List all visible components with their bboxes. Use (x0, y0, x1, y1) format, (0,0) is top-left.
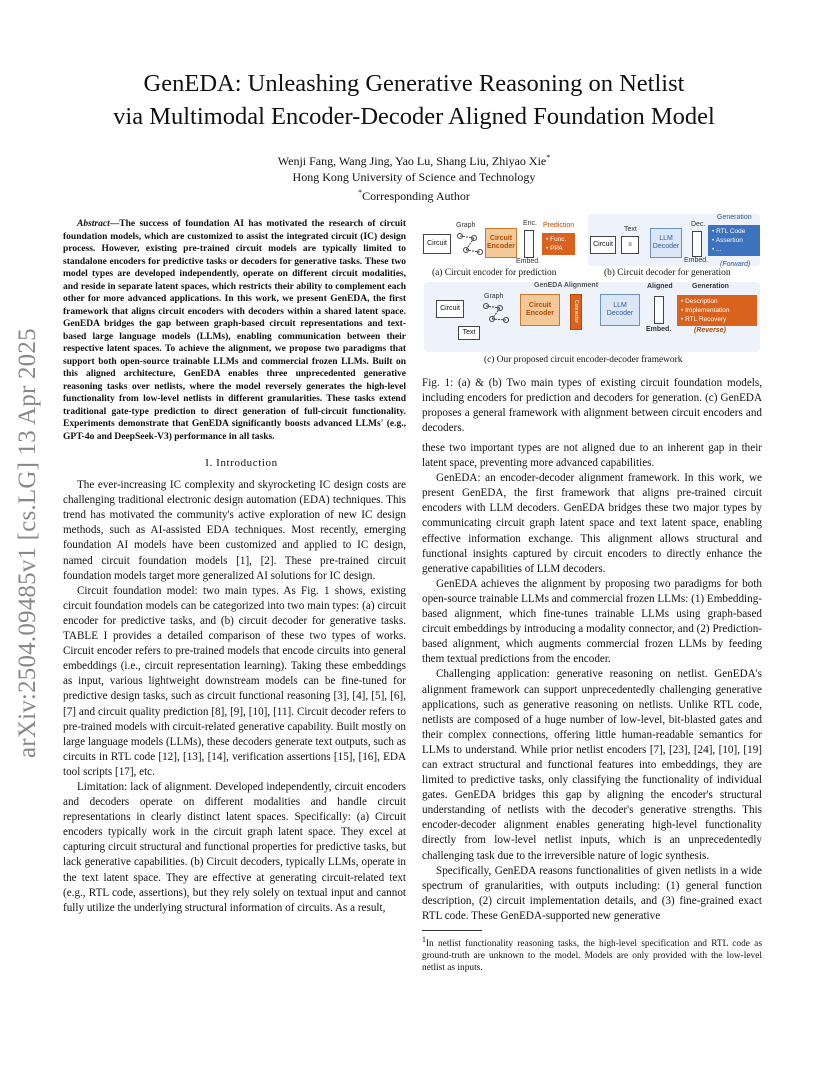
fig-b-llm-decoder: LLM Decoder (650, 228, 682, 258)
fig-c-generation-list: • Description • Implementation • RTL Recovery (677, 295, 757, 326)
arxiv-side-label: arXiv:2504.09485v1 [cs.LG] 13 Apr 2025 (14, 328, 41, 758)
fig-c-text-box: Text (458, 326, 480, 340)
footnote: $^1$In netlist functionality reasoning tasks, the high-level specification and RTL code as ground-truth are unknown to the model. Models are only provided with the low-level netlist as inputs. (422, 935, 762, 974)
fig-a-prediction-list: • Func. • PPA (542, 233, 575, 255)
right-para-2: GenEDA: an encoder-decoder alignment framework. In this work, we present GenEDA, the first framework that aligns pre-trained circuit encoders with LLM decoders. GenEDA bridges these two major types by communicating circuit graph latent space and text latent space, enabling effective information exchange. This alignment allows structural and functional insights captured by circuit encoders to directly enhance the generative capabilities of LLM decoders. (422, 472, 762, 575)
right-para-5: Specifically, GenEDA reasons functionalities of given netlists in a wide spectrum of granularities, with outputs including: (1) general function description, (2) circuit implementation details, and (3) fine-grained exact RTL code. These GenEDA-supported new generative (422, 864, 762, 922)
fig-c-reverse-label: (Reverse) (694, 327, 726, 334)
fig-b-dec-label: Dec. (691, 221, 706, 228)
fig-c-alignment-label: GenEDA Alignment (534, 282, 599, 289)
right-para-1: these two important types are not aligned due to an inherent gap in their latent space, preventing more advanced capabilities. (422, 442, 762, 470)
right-para-3: GenEDA achieves the alignment by proposing two paradigms for both open-source trainable LLMs and commercial frozen LLMs: (1) Embedding-based alignment, which fine-tunes trainable LLMs using graph-based circuit embeddings by introducing a modality connector, and (2) Prediction-based alignment, which augments commercial frozen LLMs by feeding them textual predictions from the encoder. (422, 577, 762, 666)
fig-a-circuit-encoder: Circuit Encoder (485, 228, 517, 258)
fig-b-circuit-box: Circuit (590, 236, 616, 254)
fig-c-llm-decoder: LLM Decoder (600, 294, 640, 326)
affiliation: Hong Kong University of Science and Technology (292, 170, 536, 184)
fig-b-generation-list: • RTL Code • Assertion • ... (708, 225, 760, 256)
author-names: Wenji Fang, Wang Jing, Yao Lu, Shang Liu, Zhiyao Xie (277, 154, 547, 168)
section-intro-heading: I. Introduction (205, 457, 278, 469)
fig-c-generation-label: Generation (692, 283, 729, 290)
fig-a-graph-label: Graph (456, 222, 476, 229)
abstract: Abstract—The success of foundation AI has motivated the research of circuit foundation models, which are customized to assist the integrated circuit (IC) design process. However, existing pre-trained circuit models are typically limited to standalone encoders for predictive tasks or decoders for generative tasks. These two model types are developed independently, operate on different circuit modalities, and reside in separate latent spaces, which restricts their ability to complement each other for more advanced applications. In this work, we present GenEDA, the first framework that aligns circuit encoders with decoders within a shared latent space. GenEDA bridges the gap between graph-based circuit representations and text-based large language models (LLMs), enabling communication between their respective latent spaces. To achieve the alignment, we propose two paradigms that support both open-source trainable LLMs and commercial frozen LLMs. Built on this aligned architecture, GenEDA enables three unprecedented generative reasoning tasks over netlists, where the model reversely generates the high-level functionality from low-level netlists in different granularities. These tasks extend traditional gate-type prediction to direct generation of full-circuit functionality. Experiments demonstrate that GenEDA significantly boosts advanced LLMs' (e.g., GPT-4o and DeepSeek-V3) performance in all tasks. (63, 219, 406, 442)
fig-b-embed-label: Embed. (684, 257, 709, 264)
intro-para-1: The ever-increasing IC complexity and skyrocketing IC design costs are challenging traditional electronic design automation (EDA) techniques. This trend has motivated the community's active exploration of new IC design methods, such as AI-assisted EDA techniques. Most recently, emerging foundation AI models have been customized and applied to IC design, named circuit foundation models [1], [2]. These pre-trained circuit foundation models target more generalized AI solutions for IC design. (63, 479, 406, 582)
fig-a-circuit-box: Circuit (423, 234, 451, 254)
fig-c-aligned-label: Aligned (647, 283, 673, 290)
fig-a-embed-stack (524, 230, 534, 258)
fig-a-prediction-label: Prediction (543, 222, 575, 229)
fig-b-text-icon: ≡ (621, 236, 639, 254)
fig-a-embed-label: Embed. (516, 258, 541, 265)
right-para-4: Challenging application: generative reasoning on netlist. GenEDA's alignment framework can support unprecedentedly challenging generative applications, such as generative reasoning on netlists. Unlike RTL code, netlists are composed of a huge number of low-level, bit-blasted gates and their complex connections, offering little human-readable semantics for LLMs to understand. While prior netlist encoders [7], [23], [24], [10], [19] can extract structural and functional features into embeddings, they are limited to predictive tasks, only classifying the functionality of individual gates. GenEDA bridges this gap by aligning the encoder's structural understanding of netlists with the decoder's generative strengths. This encoder-decoder alignment enables generating high-level functionality directly from low-level netlist inputs, which is an unprecedentedly challenging task due to the irreversible nature of logic synthesis. (422, 668, 762, 862)
footnote-rule (422, 930, 482, 931)
authors-block: Wenji Fang, Wang Jing, Yao Lu, Shang Liu, Zhiyao Xie* Hong Kong University of Science and Technology *Corresponding Author (0, 150, 828, 204)
fig-c-circuit-box: Circuit (436, 300, 464, 318)
left-column (63, 218, 406, 916)
fig-b-text-label: Text (624, 226, 637, 233)
fig-c-connector: Connector (570, 294, 582, 330)
fig-a-enc-label: Enc. (523, 220, 538, 227)
paper-title-line1: GenEDA: Unleashing Generative Reasoning on Netlist (143, 70, 685, 97)
paper-title-line2: via Multimodal Encoder-Decoder Aligned Foundation Model (113, 103, 715, 130)
intro-para-2: Circuit foundation model: two main types. As Fig. 1 shows, existing circuit foundation models can be categorized into two main types: (a) circuit encoder for predictive tasks, and (b) circuit decoder for generative tasks. TABLE I provides a detailed comparison of these two types of works. Circuit encoder refers to pre-trained models that encode circuits into general embeddings (i.e., circuit representation learning). Taking these embeddings as input, various lightweight downstream models can be fine-tuned for predictive design tasks, such as circuit functional reasoning [3], [4], [5], [6], [7] and circuit quality prediction [8], [9], [10], [11]. Circuit decoder refers to pre-trained models with circuit-related generative capability. Built mostly on large language models (LLMs), these decoders generate text outputs, such as circuits in RTL code [12], [13], [14], verification assertions [15], [16], EDA tool scripts [17], etc. (63, 584, 406, 778)
right-column (422, 441, 762, 974)
fig-b-embed-stack (692, 231, 702, 257)
figure-1-caption: Fig. 1: (a) & (b) Two main types of existing circuit foundation models, including encoders for prediction and decoders for generation. (c) GenEDA proposes a general framework with alignment between circuit encoders and decoders. (422, 377, 762, 435)
fig-b-generation-label: Generation (717, 214, 752, 221)
intro-para-3: Limitation: lack of alignment. Developed independently, circuit encoders and decoders operate on different modalities and handle circuit representations in clearly distinct latent spaces. Specifically: (a) Circuit encoders typically work in the circuit graph latent space. They excel at capturing circuit structural and functional properties for predictive tasks, but lack generative capabilities. (b) Circuit decoders, typically LLMs, operate in the text latent space. They are effective at generating circuit-related text (e.g., RTL code, assertions), but they rely solely on textual input and cannot fully utilize the underlying structural information of circuits. As a result, (63, 780, 406, 914)
fig-b-forward-label: (Forward) (720, 261, 751, 268)
fig-c-embed-label: Embed. (646, 326, 672, 333)
fig-caption-a: (a) Circuit encoder for prediction (432, 268, 557, 278)
fig-c-graph-icon (482, 302, 510, 324)
corresponding-note: Corresponding Author (362, 189, 470, 203)
fig-caption-b: (b) Circuit decoder for generation (604, 268, 731, 278)
fig-c-embed-stack (654, 296, 664, 324)
fig-a-graph-icon (456, 232, 484, 256)
fig-c-graph-label: Graph (484, 293, 504, 300)
fig-c-circuit-encoder: Circuit Encoder (520, 294, 560, 326)
figure-1 (422, 214, 762, 366)
fig-caption-c: (c) Our proposed circuit encoder-decoder framework (484, 355, 683, 365)
